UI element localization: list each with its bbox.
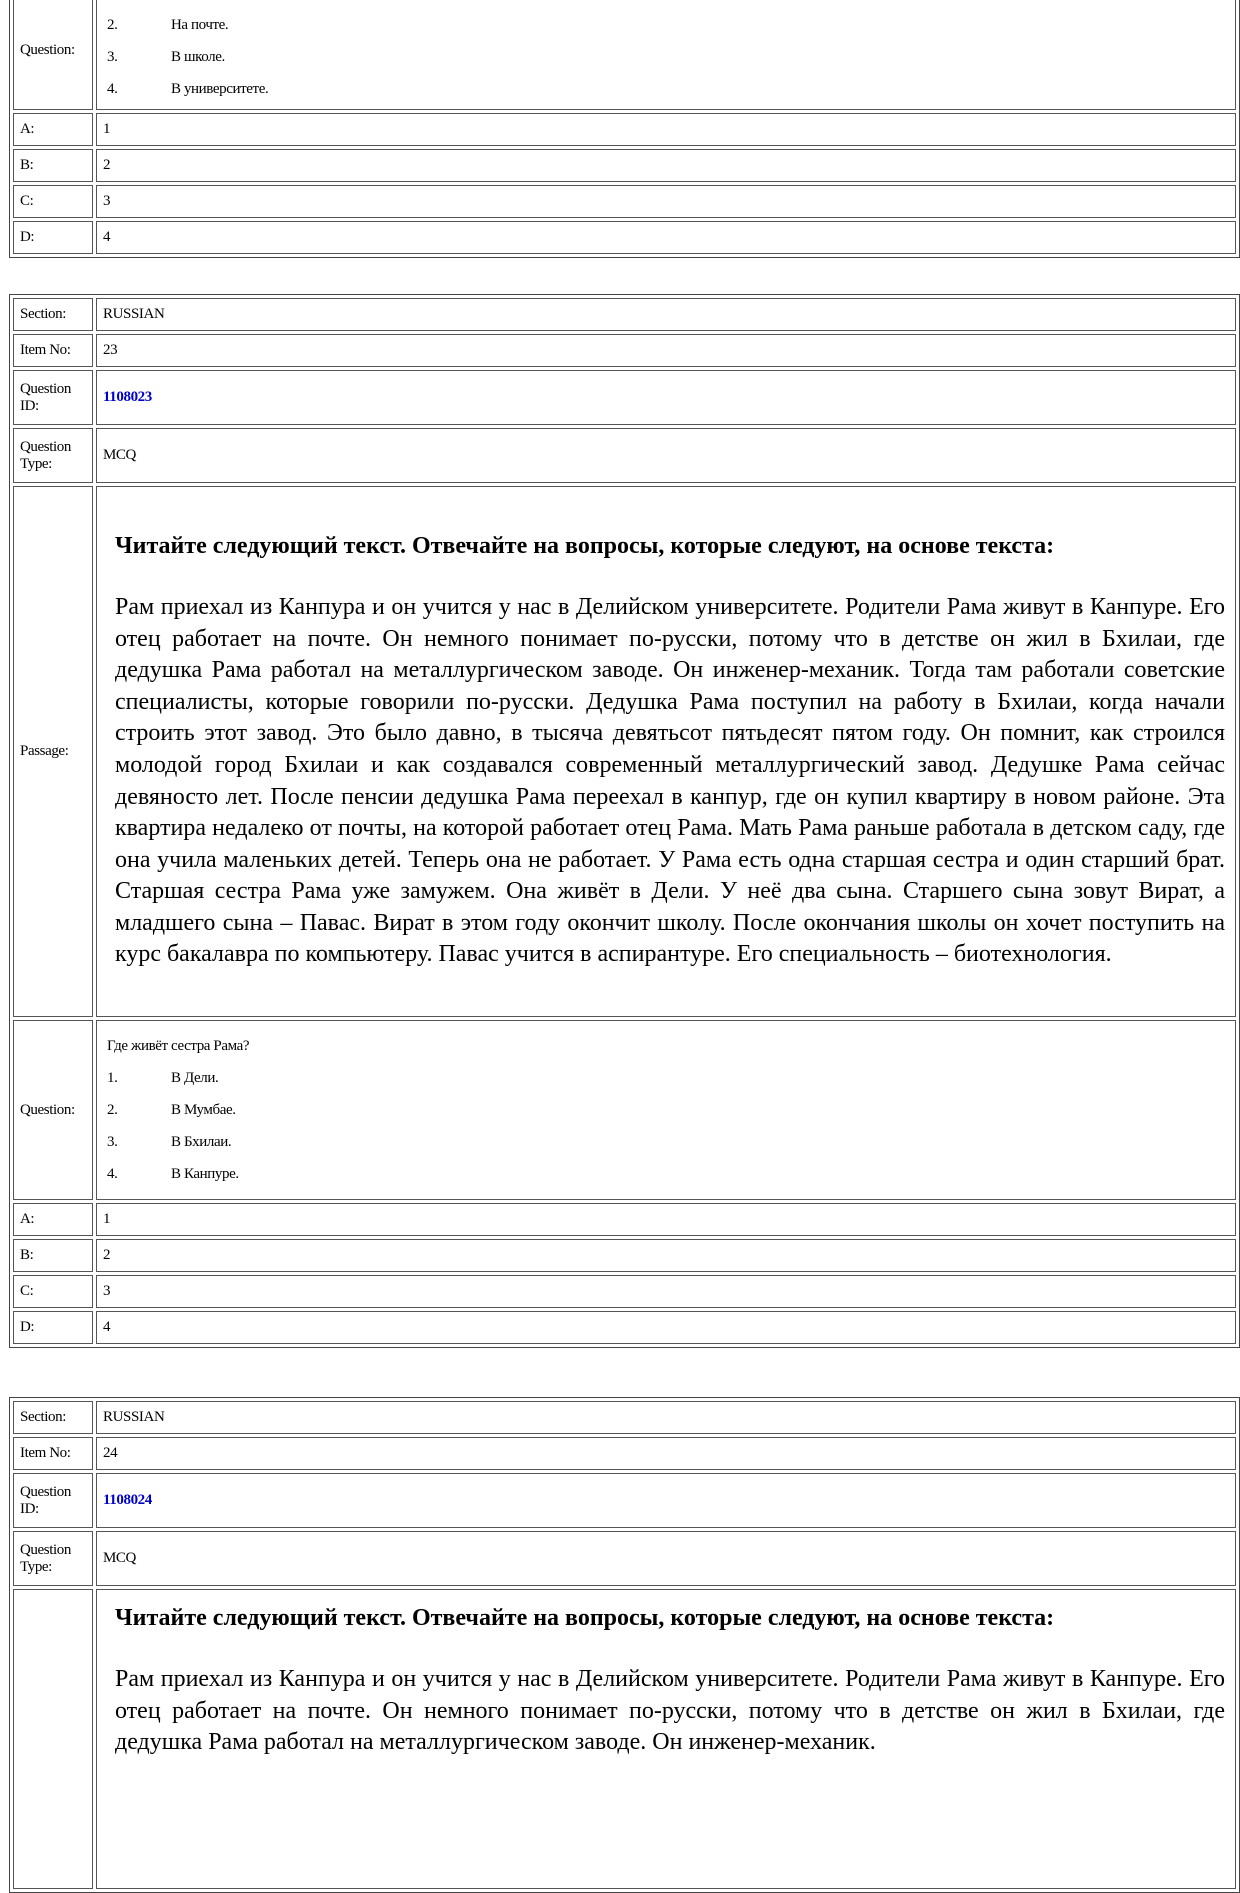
section-label: Section: bbox=[13, 1401, 93, 1434]
option-number: 2. bbox=[107, 1102, 118, 1118]
question-text: Где живёт сестра Рама? bbox=[107, 1038, 250, 1054]
option-number: 3. bbox=[107, 1134, 118, 1150]
question-type-value: MCQ bbox=[96, 1531, 1236, 1586]
question-block-24 bbox=[9, 1397, 1240, 1893]
option-row bbox=[107, 1158, 1225, 1190]
answer-c-label: C: bbox=[13, 185, 93, 218]
question-type-value: MCQ bbox=[96, 428, 1236, 483]
answer-d-value: 4 bbox=[96, 221, 1236, 254]
answer-a-label: A: bbox=[13, 113, 93, 146]
answer-a-value: 1 bbox=[96, 113, 1236, 146]
item-no-label: Item No: bbox=[13, 1437, 93, 1470]
question-id-value: 1108023 bbox=[96, 370, 1236, 425]
answer-b-label: B: bbox=[13, 1239, 93, 1272]
question-cell bbox=[96, 1020, 1236, 1200]
option-number: 1. bbox=[107, 1070, 118, 1086]
passage-cell bbox=[96, 1589, 1236, 1889]
question-id-value: 1108024 bbox=[96, 1473, 1236, 1528]
answer-b-label: B: bbox=[13, 149, 93, 182]
section-value: RUSSIAN bbox=[96, 298, 1236, 331]
option-number: 4. bbox=[107, 81, 118, 97]
option-row bbox=[107, 1126, 1225, 1158]
answer-d-label: D: bbox=[13, 1311, 93, 1344]
answer-a-label: A: bbox=[13, 1203, 93, 1236]
option-row bbox=[107, 41, 1225, 73]
option-number: 4. bbox=[107, 1166, 118, 1182]
passage-title: Читайте следующий текст. Отвечайте на вопросы, которые следуют, на основе текста: bbox=[115, 1605, 1055, 1631]
answer-c-value: 3 bbox=[96, 185, 1236, 218]
item-no-label: Item No: bbox=[13, 334, 93, 367]
option-number: 2. bbox=[107, 17, 118, 33]
section-label: Section: bbox=[13, 298, 93, 331]
question-cell bbox=[96, 0, 1236, 110]
answer-b-value: 2 bbox=[96, 1239, 1236, 1272]
question-label: Question: bbox=[13, 1020, 93, 1200]
option-text: В Канпуре. bbox=[171, 1166, 239, 1182]
question-id-label: Question ID: bbox=[13, 1473, 93, 1528]
option-text: В университете. bbox=[171, 81, 269, 97]
passage-label bbox=[13, 1589, 93, 1889]
question-id-label: Question ID: bbox=[13, 370, 93, 425]
option-row bbox=[107, 9, 1225, 41]
option-text: В Бхилаи. bbox=[171, 1134, 232, 1150]
answer-b-value: 2 bbox=[96, 149, 1236, 182]
passage-text: Рам приехал из Канпура и он учится у нас в Делийском университете. Родители Рама живут в Канпуре. Его отец работает на почте. Он немного понимает по-русски, потому что в детстве он жил в Бхилаи, где дедушка Рама работал на металлургическом заводе. Он инженер-механик. bbox=[115, 1666, 1225, 1756]
question-type-label: Question Type: bbox=[13, 1531, 93, 1586]
answer-d-value: 4 bbox=[96, 1311, 1236, 1344]
answer-d-label: D: bbox=[13, 221, 93, 254]
option-row bbox=[107, 1094, 1225, 1126]
option-row bbox=[107, 73, 1225, 105]
answer-a-value: 1 bbox=[96, 1203, 1236, 1236]
question-block-23 bbox=[9, 294, 1240, 1348]
item-no-value: 23 bbox=[96, 334, 1236, 367]
option-row bbox=[107, 1062, 1225, 1094]
question-label: Question: bbox=[13, 0, 93, 110]
option-text: В Дели. bbox=[171, 1070, 219, 1086]
passage-cell bbox=[96, 486, 1236, 1017]
answer-c-label: C: bbox=[13, 1275, 93, 1308]
option-text: На почте. bbox=[171, 17, 229, 33]
option-text: В Мумбае. bbox=[171, 1102, 236, 1118]
option-number: 3. bbox=[107, 49, 118, 65]
item-no-value: 24 bbox=[96, 1437, 1236, 1470]
passage-label: Passage: bbox=[13, 486, 93, 1017]
question-block-prev bbox=[9, 0, 1240, 258]
passage-title: Читайте следующий текст. Отвечайте на вопросы, которые следуют, на основе текста: bbox=[115, 532, 1055, 559]
passage-text: Рам приехал из Канпура и он учится у нас в Делийском университете. Родители Рама живут в Канпуре. Его отец работает на почте. Он немного понимает по-русски, потому что в детстве он жил в Бхилаи, где дедушка Рама работал на металлургическом заводе. Он инженер-механик. Тогда там работали советские специалисты, которые говорили по-русски. Дедушка Рама поступил на работу в Бхилаи, когда начали строить этот завод. Это было давно, в тысяча девятьсот пятьдесят пятом году. Он помнит, как строился молодой город Бхилаи и как создавался современный металлургический завод. Дедушке Рама сейчас девяносто лет. После пенсии дедушка Рама переехал в канпур, где он купил квартиру в новом районе. Эта квартира недалеко от почты, на которой работает отец Рама. Мать Рама раньше работала в детском саду, где она учила маленьких детей. Теперь она не работает. У Рама есть одна старшая сестра и один старший брат. Старшая сестра Рама уже замужем. Она живёт в Дели. У неё два сына. Старшего сына зовут Вират, а младшего сына – Павас. Вират в этом году окончит школу. После окончания школы он хочет поступить на курс бакалавра по компьютеру. Павас учится в аспирантуре. Его специальность – биотехнология. bbox=[115, 593, 1225, 968]
question-type-label: Question Type: bbox=[13, 428, 93, 483]
answer-c-value: 3 bbox=[96, 1275, 1236, 1308]
section-value: RUSSIAN bbox=[96, 1401, 1236, 1434]
option-text: В школе. bbox=[171, 49, 225, 65]
